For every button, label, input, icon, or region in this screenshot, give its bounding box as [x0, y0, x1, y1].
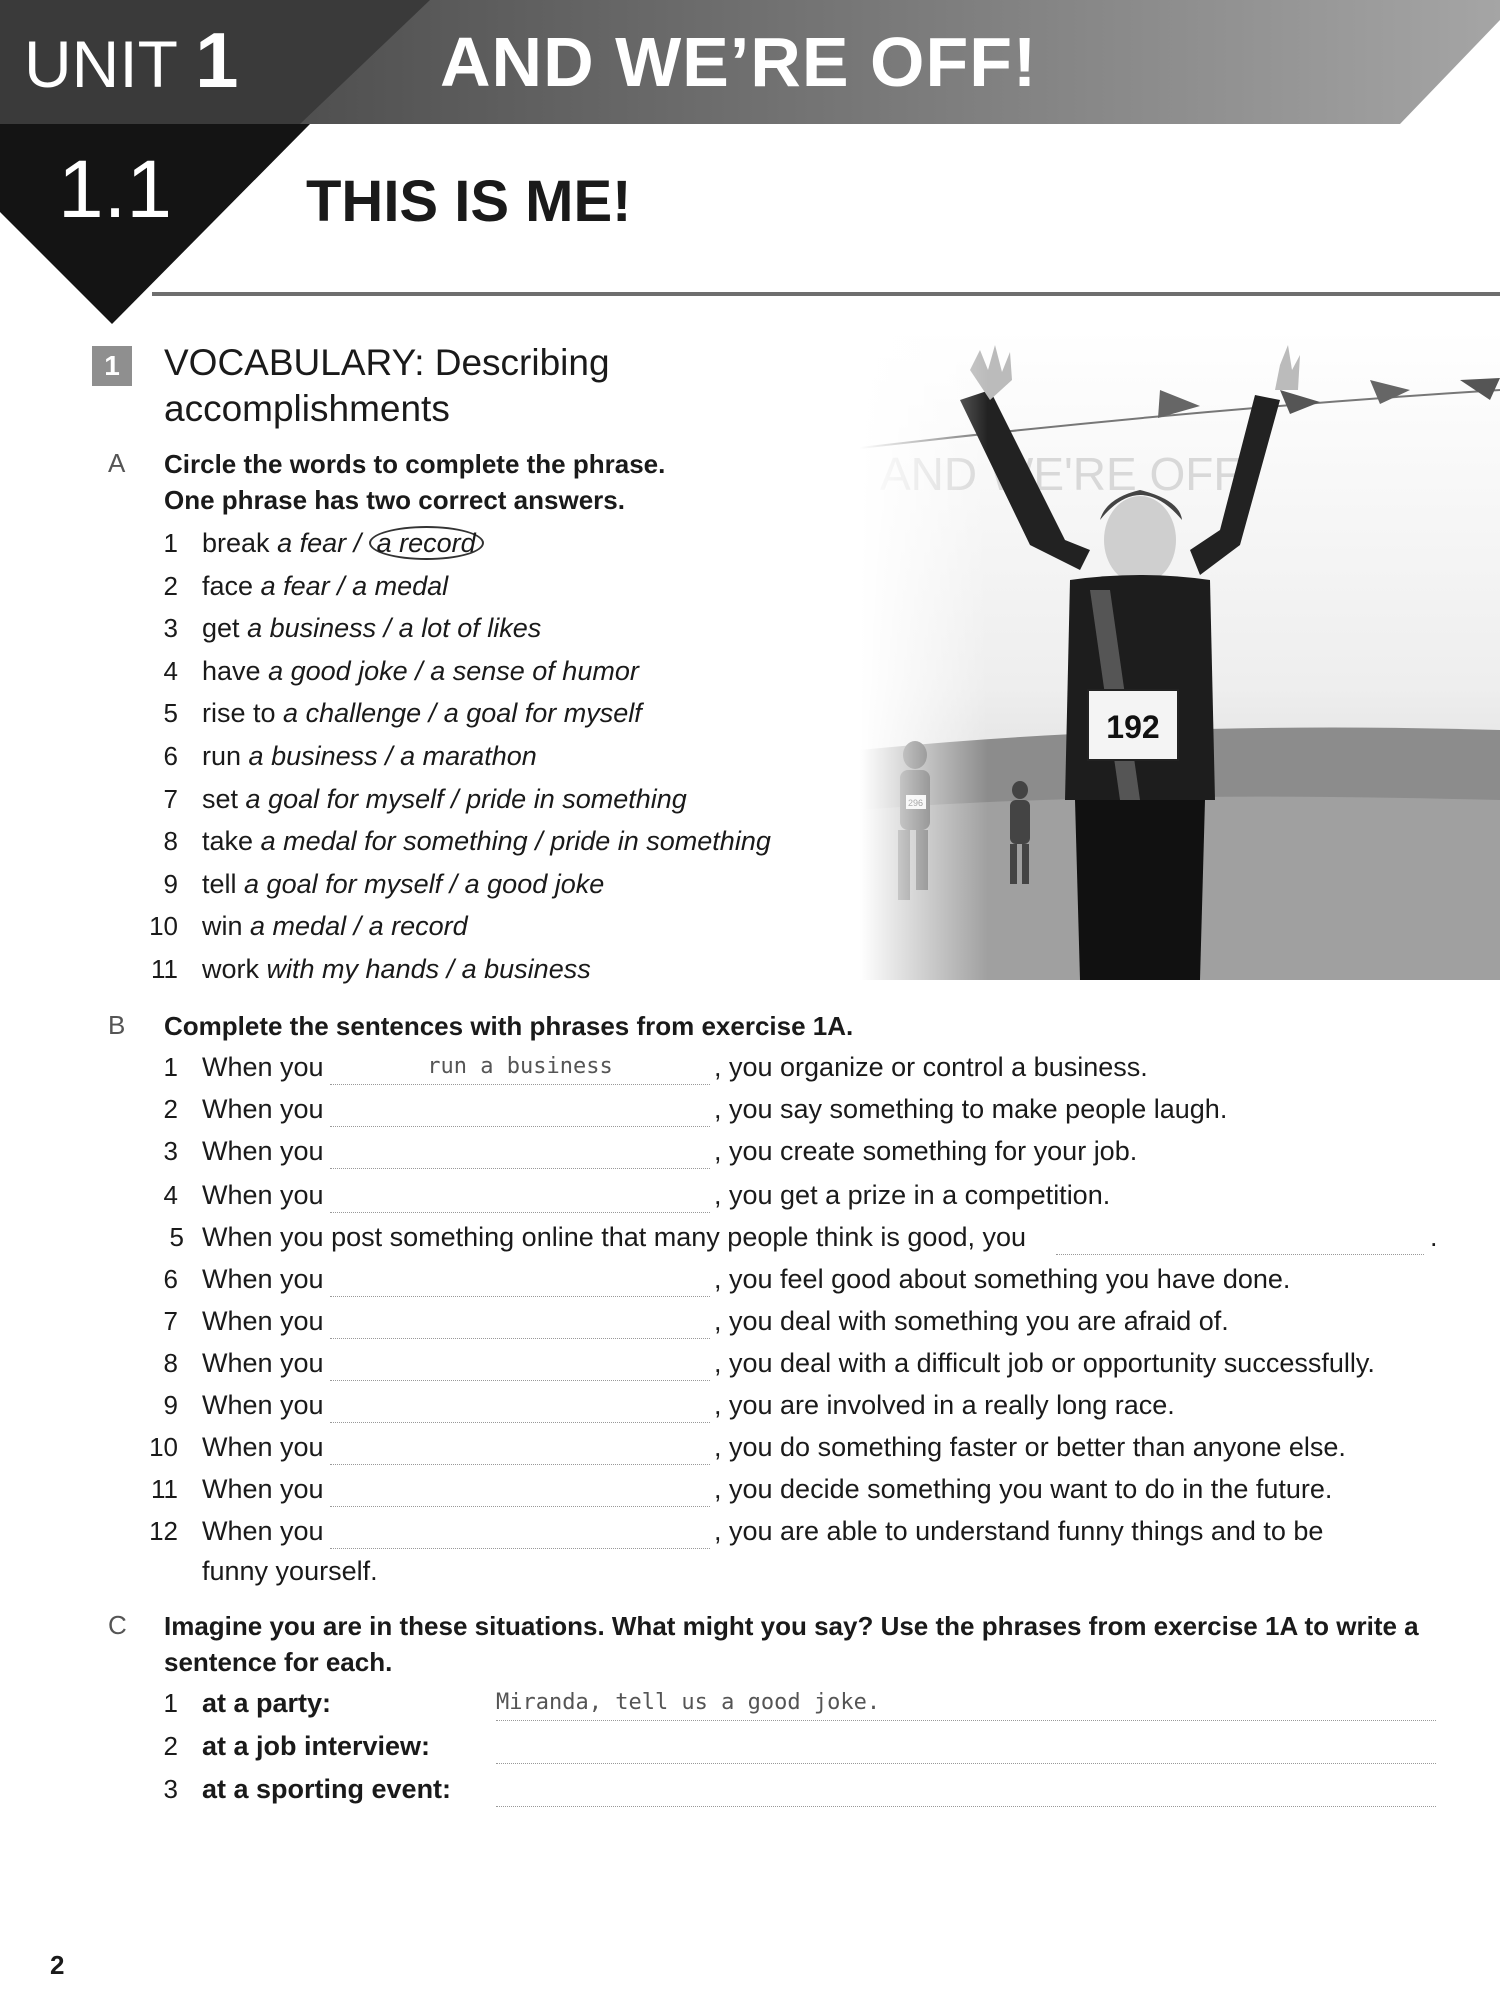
- exercise-b-answer-blank[interactable]: [330, 1388, 710, 1423]
- exercise-b-prefix: When you: [202, 1390, 324, 1420]
- exercise-a-verb: have: [202, 656, 261, 686]
- exercise-a-item-number: 2: [163, 571, 178, 601]
- exercise-a-verb: work: [202, 954, 260, 984]
- exercise-a-instruction-line2: One phrase has two correct answers.: [164, 485, 625, 515]
- exercise-a-verb: get: [202, 613, 240, 643]
- section-title-line1: VOCABULARY: Describing: [164, 342, 610, 383]
- option-separator: /: [527, 826, 551, 856]
- exercise-b-prefix: When you: [202, 1348, 324, 1378]
- exercise-b-prefix: When you: [202, 1432, 324, 1462]
- unit-number: 1: [195, 16, 239, 104]
- exercise-b-item-number: 3: [163, 1136, 178, 1166]
- exercise-a-verb: break: [202, 528, 270, 558]
- exercise-a-option[interactable]: a medal: [352, 571, 449, 601]
- exercise-a-verb: win: [202, 911, 243, 941]
- exercise-b-sentence-end: , you are able to understand funny things and to be: [714, 1516, 1324, 1546]
- exercise-a-option[interactable]: a business: [248, 741, 378, 771]
- exercise-a-item: [202, 826, 771, 857]
- exercise-c-item-number: 2: [163, 1731, 178, 1761]
- exercise-a-item: [202, 528, 484, 559]
- exercise-b-item5-text: When you post something online that many people think is good, you: [202, 1222, 1027, 1252]
- exercise-b-prefix: When you: [202, 1180, 324, 1210]
- exercise-a-option[interactable]: pride in something: [466, 784, 687, 814]
- exercise-b-answer-blank[interactable]: [330, 1178, 710, 1213]
- unit-title: AND WE’RE OFF!: [440, 23, 1038, 101]
- option-separator: /: [346, 528, 369, 558]
- exercise-c-situation-label: at a job interview:: [202, 1731, 431, 1761]
- exercise-b-sentence-end: , you organize or control a business.: [714, 1052, 1148, 1082]
- exercise-b-prefix: When you: [202, 1094, 324, 1124]
- exercise-c-item-number: 3: [163, 1774, 178, 1804]
- exercise-b-sentence-end: , you get a prize in a competition.: [714, 1180, 1111, 1210]
- exercise-a-option[interactable]: a business: [461, 954, 591, 984]
- exercise-a-option[interactable]: a fear: [277, 528, 347, 558]
- exercise-b-answer-blank[interactable]: [330, 1304, 710, 1339]
- exercise-b-prefix: When you: [202, 1052, 324, 1082]
- option-separator: /: [407, 656, 431, 686]
- exercise-b-item-number: 10: [149, 1432, 178, 1462]
- section-title: [164, 340, 610, 432]
- exercise-a-option[interactable]: a fear: [260, 571, 330, 601]
- exercise-b-sentence-end: , you say something to make people laugh.: [714, 1094, 1228, 1124]
- exercise-a-option[interactable]: a sense of humor: [430, 656, 639, 686]
- exercise-a-item: [202, 656, 639, 687]
- exercise-a-option[interactable]: a lot of likes: [398, 613, 542, 643]
- exercise-b-answer-blank[interactable]: [330, 1472, 710, 1507]
- exercise-a-item-number: 1: [163, 528, 178, 558]
- exercise-b-item5-end: .: [1430, 1222, 1438, 1252]
- exercise-b-item-number: 12: [149, 1516, 178, 1546]
- exercise-b-answer-blank[interactable]: [330, 1262, 710, 1297]
- exercise-b-sentence-end: , you decide something you want to do in the future.: [714, 1474, 1333, 1504]
- exercise-c-instruction-line1: Imagine you are in these situations. What might you say? Use the phrases from exercise 1A to write a: [164, 1611, 1419, 1641]
- exercise-c-item-number: 1: [163, 1688, 178, 1718]
- exercise-a-option[interactable]: pride in something: [550, 826, 771, 856]
- exercise-b-item-number: 7: [163, 1306, 178, 1336]
- exercise-b-item-number: 5: [169, 1222, 184, 1252]
- exercise-a-verb: set: [202, 784, 239, 814]
- exercise-b-item-number: 2: [163, 1094, 178, 1124]
- option-separator: /: [377, 741, 401, 771]
- exercise-b-sentence-end: , you are involved in a really long race.: [714, 1390, 1175, 1420]
- unit-label-text: UNIT: [24, 27, 177, 101]
- exercise-a-option[interactable]: a challenge: [283, 698, 422, 728]
- exercise-a-item-number: 3: [163, 613, 178, 643]
- exercise-b-sentence-end: , you feel good about something you have done.: [714, 1264, 1291, 1294]
- exercise-a-item: [202, 911, 468, 942]
- exercise-a-verb: tell: [202, 869, 237, 899]
- exercise-b-sentence-end: , you deal with something you are afraid of.: [714, 1306, 1229, 1336]
- exercise-a-item: [202, 741, 537, 772]
- exercise-b-item-number: 1: [163, 1052, 178, 1082]
- exercise-a-item-number: 4: [163, 656, 178, 686]
- exercise-a-item-number: 11: [151, 954, 178, 984]
- exercise-c-instruction: [164, 1608, 1419, 1680]
- exercise-a-letter: A: [108, 448, 126, 478]
- exercise-b-answer-blank[interactable]: [330, 1134, 710, 1169]
- exercise-a-verb: take: [202, 826, 254, 856]
- option-separator: /: [442, 869, 465, 899]
- exercise-c-letter: C: [108, 1610, 127, 1640]
- exercise-c-situation-label: at a party:: [202, 1688, 332, 1718]
- exercise-b-answer-blank[interactable]: [330, 1346, 710, 1381]
- exercise-a-item: [202, 698, 642, 729]
- exercise-a-option[interactable]: a medal for something: [260, 826, 528, 856]
- exercise-b-sentence-end: , you create something for your job.: [714, 1136, 1138, 1166]
- option-separator: /: [439, 954, 462, 984]
- exercise-a-option[interactable]: a marathon: [400, 741, 537, 771]
- page-number: 2: [50, 1950, 65, 1980]
- exercise-a-item: [202, 571, 448, 602]
- option-separator: /: [346, 911, 369, 941]
- exercise-a-item-number: 7: [163, 784, 178, 814]
- lesson-number: 1.1: [58, 144, 172, 235]
- section-title-line2: accomplishments: [164, 388, 450, 429]
- exercise-b-prefix: When you: [202, 1474, 324, 1504]
- exercise-a-item-number: 10: [149, 911, 178, 941]
- exercise-a-item-number: 6: [163, 741, 178, 771]
- exercise-a-item-number: 5: [163, 698, 178, 728]
- exercise-a-option[interactable]: a goal for myself: [443, 698, 642, 728]
- option-separator: /: [443, 784, 467, 814]
- exercise-b-prefix: When you: [202, 1136, 324, 1166]
- exercise-a-item: [202, 613, 541, 644]
- exercise-b-item12-continuation: funny yourself.: [202, 1556, 378, 1586]
- exercise-a-verb: rise to: [202, 698, 276, 728]
- exercise-b-item-number: 11: [151, 1474, 178, 1504]
- exercise-a-option[interactable]: a goal for myself: [244, 869, 443, 899]
- exercise-b-answer-blank[interactable]: [330, 1430, 710, 1465]
- exercise-b-item-number: 8: [163, 1348, 178, 1378]
- exercise-c-situation-label: at a sporting event:: [202, 1774, 452, 1804]
- exercise-c-answer-line[interactable]: [496, 1729, 1436, 1764]
- exercise-b-answer-blank[interactable]: [330, 1092, 710, 1127]
- exercise-b-item-number: 9: [163, 1390, 178, 1420]
- exercise-a-option[interactable]: a medal: [250, 911, 347, 941]
- lesson-title: THIS IS ME!: [306, 169, 632, 234]
- exercise-a-option[interactable]: a business: [247, 613, 377, 643]
- exercise-a-instruction-line1: Circle the words to complete the phrase.: [164, 449, 666, 479]
- exercise-b-item5-blank[interactable]: [1056, 1220, 1424, 1255]
- exercise-b-sentence-end: , you do something faster or better than anyone else.: [714, 1432, 1346, 1462]
- exercise-b-prefix: When you: [202, 1306, 324, 1336]
- exercise-c-answer-line[interactable]: Miranda, tell us a good joke.: [496, 1686, 1436, 1721]
- exercise-b-answer-blank[interactable]: run a business: [330, 1050, 710, 1085]
- section-number: 1: [92, 346, 132, 386]
- exercise-a-option[interactable]: a goal for myself: [245, 784, 444, 814]
- exercise-b-prefix: When you: [202, 1264, 324, 1294]
- exercise-b-item-number: 4: [163, 1180, 178, 1210]
- option-separator: /: [421, 698, 444, 728]
- exercise-b-item-number: 6: [163, 1264, 178, 1294]
- exercise-a-option[interactable]: a record: [369, 526, 484, 560]
- exercise-c-instruction-line2: sentence for each.: [164, 1647, 393, 1677]
- unit-label: [24, 10, 239, 110]
- option-separator: /: [329, 571, 353, 601]
- exercise-a-item-number: 9: [163, 869, 178, 899]
- exercise-b-answer-blank[interactable]: [330, 1514, 710, 1549]
- marathon-runner-photo: [860, 330, 1500, 980]
- exercise-b-instruction: Complete the sentences with phrases from exercise 1A.: [164, 1011, 854, 1041]
- exercise-a-instruction: [164, 446, 665, 518]
- exercise-a-option[interactable]: with my hands: [266, 954, 440, 984]
- exercise-b-sentence-end: , you deal with a difficult job or opportunity successfully.: [714, 1348, 1375, 1378]
- exercise-a-verb: face: [202, 571, 254, 601]
- exercise-b-prefix: When you: [202, 1516, 324, 1546]
- exercise-a-verb: run: [202, 741, 242, 771]
- exercise-c-answer-line[interactable]: [496, 1772, 1436, 1807]
- exercise-a-item: [202, 869, 604, 900]
- exercise-a-option[interactable]: a good joke: [268, 656, 408, 686]
- exercise-a-item-number: 8: [163, 826, 178, 856]
- exercise-a-option[interactable]: a record: [368, 911, 468, 941]
- option-separator: /: [376, 613, 399, 643]
- exercise-a-option[interactable]: a good joke: [464, 869, 605, 899]
- header-divider: [152, 292, 1500, 296]
- exercise-a-item: [202, 954, 591, 985]
- exercise-a-item: [202, 784, 687, 815]
- exercise-b-letter: B: [108, 1010, 126, 1040]
